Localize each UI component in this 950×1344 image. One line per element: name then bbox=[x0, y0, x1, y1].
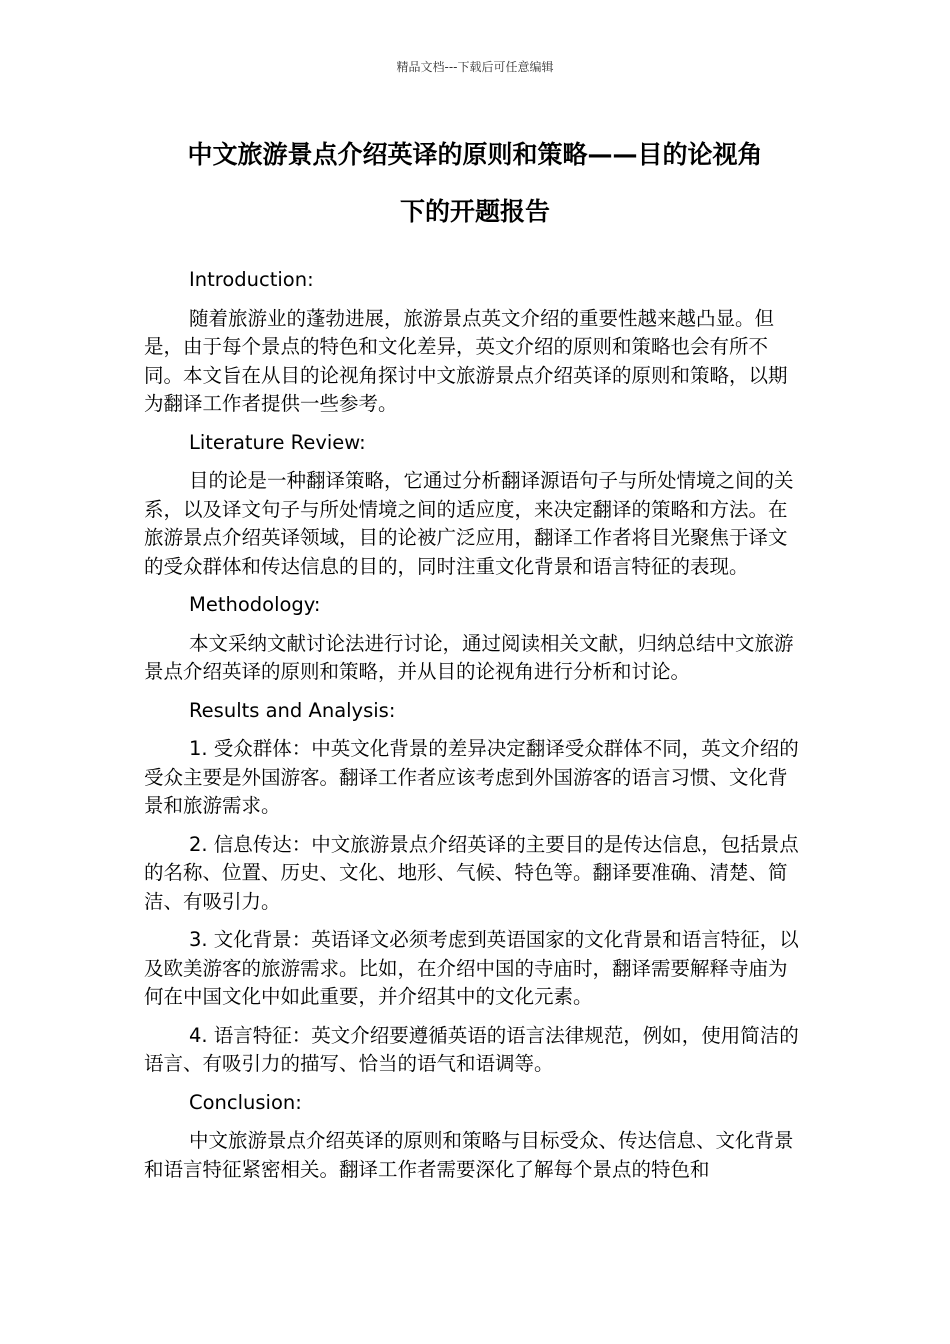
section-heading-introduction: Introduction: bbox=[189, 268, 314, 291]
result-item-language: 4. 语言特征：英文介绍要遵循英语的语言法律规范，例如，使用简洁的语言、有吸引力的描写、恰当的语气和语调等。 bbox=[144, 1023, 799, 1075]
title-line-1: 中文旅游景点介绍英译的原则和策略——目的论视角 bbox=[187, 140, 763, 169]
result-item-audience: 1. 受众群体：中英文化背景的差异决定翻译受众群体不同，英文介绍的受众主要是外国游客。翻译工作者应该考虑到外国游客的语言习惯、文化背景和旅游需求。 bbox=[144, 737, 799, 817]
result-item-culture: 3. 文化背景：英语译文必须考虑到英语国家的文化背景和语言特征，以及欧美游客的旅游需求。比如，在介绍中国的寺庙时，翻译需要解释寺庙为何在中国文化中如此重要，并介绍其中的文化元素。 bbox=[144, 928, 799, 1008]
document-body bbox=[144, 266, 804, 1194]
title-line-2: 下的开题报告 bbox=[399, 197, 550, 226]
section-heading-literature-review: Literature Review: bbox=[189, 430, 366, 454]
section-heading-methodology: Methodology: bbox=[189, 593, 321, 616]
paragraph-conclusion: 中文旅游景点介绍英译的原则和策略与目标受众、传达信息、文化背景和语言特征紧密相关。翻译工作者需要深化了解每个景点的特色和 bbox=[144, 1129, 794, 1181]
document-title bbox=[120, 126, 830, 240]
section-heading-results: Results and Analysis: bbox=[189, 698, 396, 722]
paragraph-literature-review: 目的论是一种翻译策略，它通过分析翻译源语句子与所处情境之间的关系，以及译文句子与所处情境之间的适应度，来决定翻译的策略和方法。在旅游景点介绍英译领域，目的论被广泛应用，翻译工作者将目光聚焦于译文的受众群体和传达信息的目的，同时注重文化背景和语言特征的表现。 bbox=[144, 469, 794, 578]
page-header-note: 精品文档---下载后可任意编辑 bbox=[396, 60, 554, 74]
paragraph-introduction: 随着旅游业的蓬勃进展，旅游景点英文介绍的重要性越来越凸显。但是，由于每个景点的特色和文化差异，英文介绍的原则和策略也会有所不同。本文旨在从目的论视角探讨中文旅游景点介绍英译的原则和策略，以期为翻译工作者提供一些参考。 bbox=[144, 306, 788, 415]
paragraph-methodology: 本文采纳文献讨论法进行讨论，通过阅读相关文献，归纳总结中文旅游景点介绍英译的原则和策略，并从目的论视角进行分析和讨论。 bbox=[144, 631, 794, 683]
result-item-information: 2. 信息传达：中文旅游景点介绍英译的主要目的是传达信息，包括景点的名称、位置、历史、文化、地形、气候、特色等。翻译要准确、清楚、简洁、有吸引力。 bbox=[144, 832, 799, 913]
section-heading-conclusion: Conclusion: bbox=[189, 1090, 302, 1114]
